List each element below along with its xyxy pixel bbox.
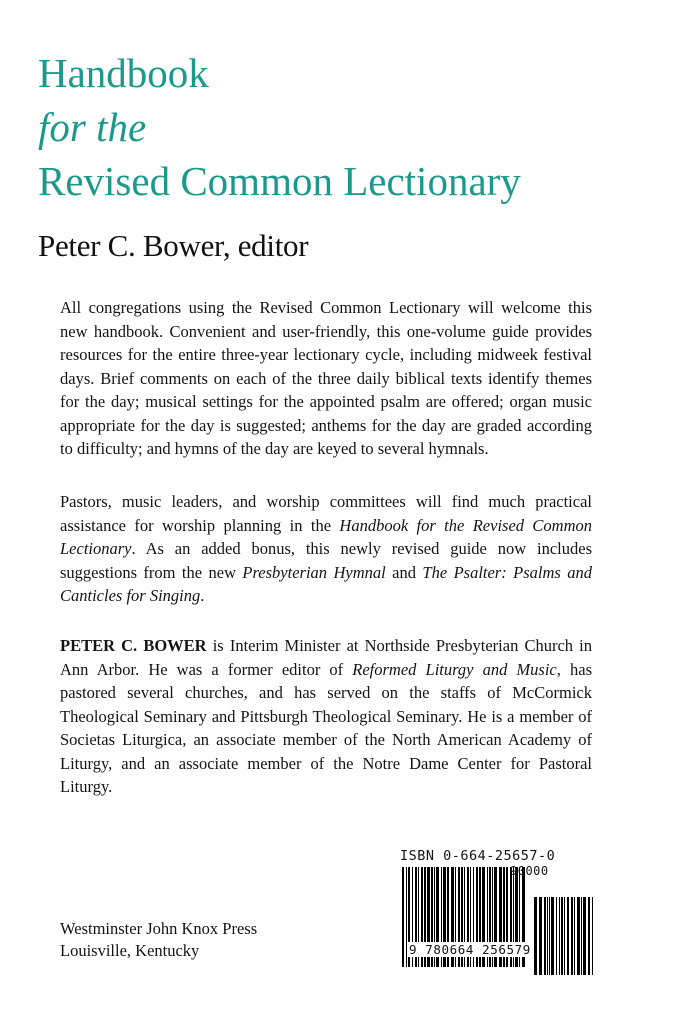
addon-bar bbox=[549, 897, 550, 975]
addon-bar bbox=[544, 897, 546, 975]
editor-credit: Peter C. Bower, editor bbox=[38, 228, 309, 263]
psalter-title: The Psalter: Psalms and Canticles for Singing bbox=[60, 562, 592, 605]
barcode-bars bbox=[400, 867, 596, 975]
addon-bar bbox=[581, 897, 582, 975]
book-title-reference: Handbook for the Revised Common Lectionary bbox=[60, 515, 592, 558]
hymnal-title: Presbyterian Hymnal bbox=[242, 562, 386, 582]
description-paragraph-2: Pastors, music leaders, and worship committees will find much practical assistance for worship planning in the Handbook for the Revised Common Lectionary. As an added bonus, this newly revised guide now includes suggestions from the new Presbyterian Hymnal and The Psalter: Psalms and Canticles for Singing. bbox=[60, 492, 592, 605]
title-line-3: Revised Common Lectionary bbox=[38, 158, 521, 204]
author-name: PETER C. BOWER bbox=[60, 636, 207, 655]
addon-bar bbox=[547, 897, 548, 975]
book-title bbox=[38, 46, 521, 208]
barcode bbox=[400, 848, 596, 975]
addon-bar bbox=[567, 897, 569, 975]
ean-number: 9 780664 256579 bbox=[409, 942, 531, 957]
publisher-location: Louisville, Kentucky bbox=[60, 941, 200, 960]
addon-bar bbox=[556, 897, 557, 975]
addon-bar bbox=[564, 897, 565, 975]
addon-bar bbox=[592, 897, 593, 975]
addon-bar bbox=[561, 897, 563, 975]
addon-bar bbox=[574, 897, 575, 975]
price-addon-code: 90000 bbox=[510, 864, 549, 878]
addon-bar bbox=[577, 897, 580, 975]
addon-bar bbox=[571, 897, 573, 975]
publisher-block bbox=[60, 918, 257, 962]
isbn-label: ISBN 0-664-25657-0 bbox=[400, 848, 556, 864]
addon-bar bbox=[551, 897, 554, 975]
title-line-2: for the bbox=[38, 104, 147, 150]
author-bio: PETER C. BOWER is Interim Minister at Northside Presbyterian Church in Ann Arbor. He was a former editor of Reformed Liturgy and Music, has pastored several churches, and has served on the staffs of McCormick Theological Seminary and Pittsburgh Theological Seminary. He is a member of Societas Liturgica, an associate member of the North American Academy of Liturgy, and an associate member of the Notre Dame Center for Pastoral Liturgy. bbox=[60, 636, 592, 796]
journal-title: Reformed Liturgy and Music bbox=[352, 659, 557, 679]
addon-bar bbox=[559, 897, 560, 975]
barcode-bar bbox=[402, 867, 404, 967]
barcode-bar bbox=[406, 867, 407, 967]
description-paragraph-1: All congregations using the Revised Common Lectionary will welcome this new handbook. Convenient and user-friendly, this one-volume guide provides resources for the entire three-year lectionary cycle, including midweek festival days. Brief comments on each of the three daily biblical texts identify themes for the day; musical settings for the appointed psalm are offered; organ music appropriate for the day is suggested; anthems for the day are graded according to difficulty; and hymns of the day are keyed to several hymnals. bbox=[60, 298, 592, 458]
addon-bar bbox=[588, 897, 590, 975]
title-line-1: Handbook bbox=[38, 50, 209, 96]
addon-bar bbox=[534, 897, 537, 975]
addon-bar bbox=[583, 897, 586, 975]
addon-bar bbox=[539, 897, 542, 975]
publisher-name: Westminster John Knox Press bbox=[60, 919, 258, 938]
